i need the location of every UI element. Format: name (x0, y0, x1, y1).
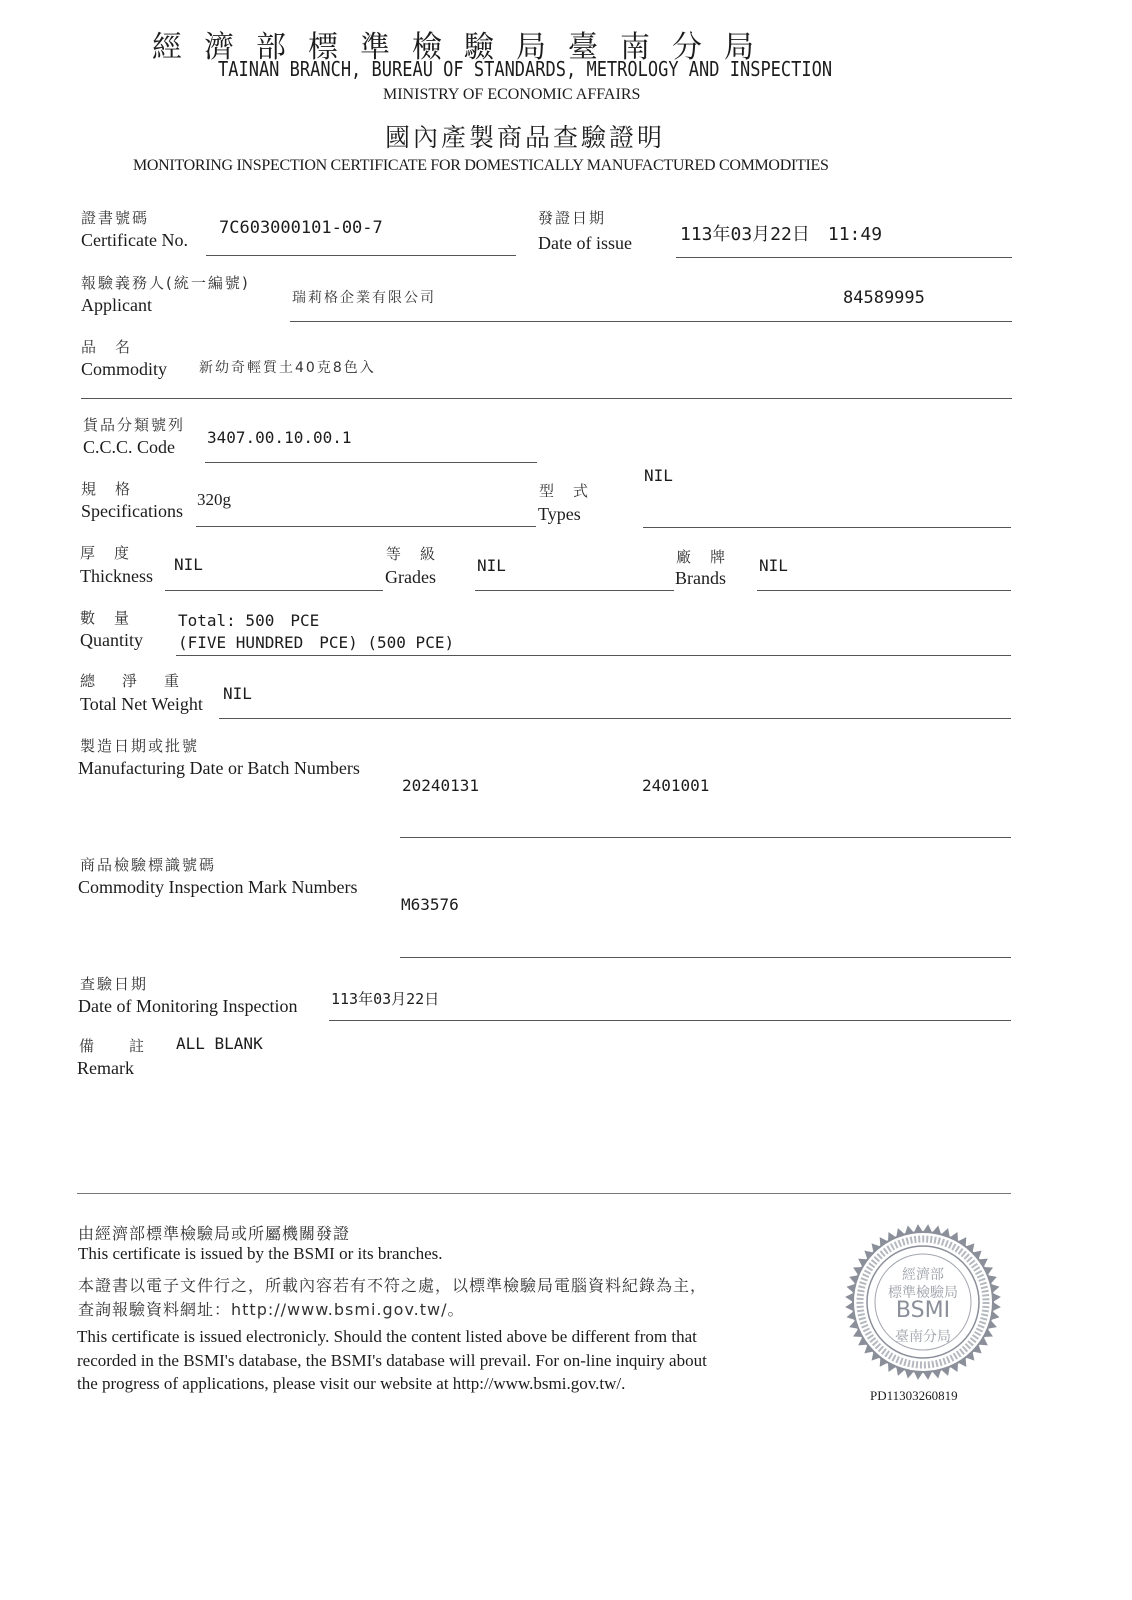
certificate-no-underline (206, 255, 516, 256)
grades-label-en: Grades (385, 567, 436, 587)
applicant-value: 瑞莉格企業有限公司 (292, 290, 436, 306)
applicant-label-en: Applicant (81, 295, 152, 315)
mark-numbers-underline (400, 957, 1011, 958)
mfg-date-underline (400, 837, 1011, 838)
date-of-issue-value: 113年03月22日 11:49 (680, 224, 883, 245)
date-of-issue-label-en: Date of issue (538, 233, 632, 253)
quantity-total: Total: 500 PCE (178, 611, 320, 630)
document-title-zh: 國內產製商品查驗證明 (385, 123, 666, 152)
quantity-label-en: Quantity (80, 630, 143, 650)
net-weight-label-zh: 總 淨 重 (80, 672, 186, 690)
grades-value: NIL (477, 556, 506, 575)
seal-line-1: 經濟部 (902, 1267, 944, 1283)
inspection-date-label-en: Date of Monitoring Inspection (78, 996, 298, 1016)
net-weight-label-en: Total Net Weight (80, 694, 203, 714)
brands-label-zh: 廠 牌 (676, 548, 728, 566)
footer-divider (77, 1193, 1011, 1194)
types-value: NIL (644, 466, 673, 485)
types-label-zh: 型 式 (539, 482, 591, 500)
specifications-label-en: Specifications (81, 501, 183, 521)
mfg-date-label-en: Manufacturing Date or Batch Numbers (78, 758, 360, 778)
brands-label-en: Brands (675, 568, 726, 588)
types-label-en: Types (538, 504, 581, 524)
ccc-code-label-en: C.C.C. Code (83, 437, 176, 457)
mark-numbers-label-en: Commodity Inspection Mark Numbers (78, 877, 358, 897)
thickness-underline (165, 590, 383, 591)
seal-line-2: 標準檢驗局 (888, 1285, 958, 1301)
issued-by-zh: 由經濟部標準檢驗局或所屬機關發證 (78, 1224, 351, 1243)
document-serial-number: PD11303260819 (870, 1388, 958, 1403)
issued-by-en: This certificate is issued by the BSMI or its branches. (78, 1244, 443, 1263)
thickness-label-en: Thickness (80, 566, 153, 586)
seal-line-3: BSMI (895, 1298, 951, 1323)
inspection-date-value: 113年03月22日 (331, 990, 440, 1008)
quantity-label-zh: 數 量 (80, 609, 132, 627)
seal-line-4: 臺南分局 (895, 1329, 951, 1345)
thickness-value: NIL (174, 555, 203, 574)
ccc-code-underline (205, 462, 537, 463)
applicant-label-zh: 報驗義務人(統一編號) (81, 274, 250, 292)
ccc-code-label-zh: 貨品分類號列 (83, 416, 186, 434)
commodity-value: 新幼奇輕質土40克8色入 (199, 360, 376, 376)
remark-label-en: Remark (77, 1058, 134, 1078)
specifications-underline (196, 526, 536, 527)
commodity-label-en: Commodity (81, 359, 168, 379)
electronic-notice-en-3: the progress of applications, please visit our website at http://www.bsmi.gov.tw/. (77, 1374, 626, 1393)
certificate-no-label-zh: 證書號碼 (81, 209, 150, 227)
document-title-en: MONITORING INSPECTION CERTIFICATE FOR DOMESTICALLY MANUFACTURED COMMODITIES (133, 157, 829, 174)
specifications-value: 320g (197, 490, 231, 509)
bsmi-seal (843, 1222, 1003, 1382)
grades-label-zh: 等 級 (386, 545, 438, 563)
specifications-label-zh: 規 格 (81, 480, 133, 498)
remark-value: ALL BLANK (176, 1034, 263, 1053)
applicant-tax-id: 84589995 (843, 288, 925, 308)
agency-title-zh: 經濟部標準檢驗局臺南分局 (152, 30, 776, 65)
batch-number-value: 2401001 (642, 776, 710, 795)
quantity-in-words: (FIVE HUNDRED PCE) (500 PCE) (178, 633, 455, 652)
inspection-date-label-zh: 查驗日期 (80, 975, 149, 993)
commodity-underline (81, 398, 1012, 399)
electronic-notice-zh-2: 查詢報驗資料網址：http://www.bsmi.gov.tw/。 (78, 1300, 465, 1319)
grades-underline (475, 590, 674, 591)
types-underline (643, 527, 1011, 528)
electronic-notice-en-2: recorded in the BSMI's database, the BSMI's database will prevail. For on-line inquiry about (77, 1351, 707, 1370)
inspection-date-underline (329, 1020, 1011, 1021)
mark-numbers-value: M63576 (401, 895, 459, 914)
electronic-notice-en-1: This certificate is issued electronicly. Should the content listed above be different from that (77, 1327, 697, 1346)
electronic-notice-zh-1: 本證書以電子文件行之，所載內容若有不符之處，以標準檢驗局電腦資料紀錄為主， (78, 1276, 708, 1295)
remark-label-zh: 備 註 (79, 1037, 155, 1055)
certificate-no-value: 7C603000101-00-7 (219, 218, 383, 238)
brands-underline (757, 590, 1011, 591)
quantity-underline (176, 655, 1011, 656)
mark-numbers-label-zh: 商品檢驗標識號碼 (80, 856, 217, 874)
brands-value: NIL (759, 556, 788, 575)
certificate-no-label-en: Certificate No. (81, 230, 188, 250)
mfg-date-value: 20240131 (402, 776, 480, 795)
ccc-code-value: 3407.00.10.00.1 (207, 428, 352, 447)
net-weight-value: NIL (223, 684, 252, 703)
applicant-underline (290, 321, 1012, 322)
date-of-issue-underline (676, 257, 1012, 258)
thickness-label-zh: 厚 度 (80, 544, 132, 562)
agency-title-en: TAINAN BRANCH, BUREAU OF STANDARDS, METROLOGY AND INSPECTION (218, 58, 833, 82)
net-weight-underline (219, 718, 1011, 719)
mfg-date-label-zh: 製造日期或批號 (80, 737, 200, 755)
date-of-issue-label-zh: 發證日期 (538, 209, 607, 227)
ministry-title: MINISTRY OF ECONOMIC AFFAIRS (383, 86, 641, 103)
commodity-label-zh: 品 名 (81, 338, 133, 356)
